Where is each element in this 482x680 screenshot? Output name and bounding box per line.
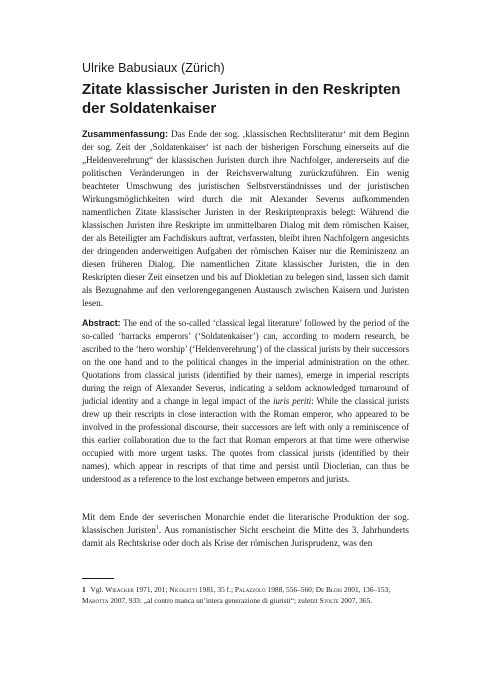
- abstract-german: [82, 128, 409, 310]
- fn-vgl: Vgl.: [90, 585, 104, 594]
- footnote-number: 1: [82, 585, 86, 594]
- abstract-german-label: Zusammenfassung:: [82, 129, 168, 139]
- abstract-english: [82, 317, 409, 486]
- abstract-english-text-1: The end of the so-called ‘classical legal literature’ followed by the period of the so-called ‘barracks emperors’ (‘Soldatenkaiser’) can, according to modern research, be ascribed to the ‘hero worship’ (‘Heldenverehrung’) of the classical jurists by their successors on the one hand and to the political changes in the imperial administration on the other. Quotations from classical jurists (identified by their names), emerge in imperial rescripts during the reign of Alexander Severus, indicating a seldom acknowledged turnaround of judicial identity and a change in legal impact of the: [82, 318, 409, 406]
- fn-author-wieacker: Wieacker: [105, 585, 134, 594]
- fn-author-marotta: Marotta: [82, 596, 109, 605]
- fn-ref-6: 2007, 365.: [340, 596, 373, 605]
- article-title: Zitate klassischer Juristen in den Reskripten der Soldatenkaiser: [82, 81, 401, 117]
- fn-ref-3: 1988, 556–560;: [267, 585, 314, 594]
- footnote-marker[interactable]: 1: [155, 524, 159, 531]
- body-paragraph: [82, 511, 409, 550]
- fn-ref-4: 2001, 136–153;: [343, 585, 391, 594]
- abstract-english-label: Abstract:: [82, 318, 121, 328]
- abstract-english-text-2: : While the classical jurists drew up their rescripts in close interaction with the Roman emperor, who appeared to be involved in the professional discourse, their successors are left with only a reminiscence of this earlier collaboration due to the fact that Roman emperors at that time were otherwise occupied with more urgent tasks. The quotes from classical jurists (identified by their names), which appear in rescripts of that time and persist until Diocletian, can thus be understood as a reference to the lost exchange between emperors and jurists.: [82, 396, 409, 484]
- abstract-english-italic: iuris periti: [273, 396, 312, 406]
- fn-author-palazzolo: Palazzolo: [234, 585, 266, 594]
- abstract-german-text: Das Ende der sog. ‚klassischen Rechtsliteratur‘ mit dem Beginn der sog. Zeit der ‚Soldatenkaiser‘ ist nach der bisherigen Forschung einerseits auf die „Heldenverehrung“ der klassischen Juristen durch ihre Nachfolger, andererseits auf die politischen Veränderungen in der Reichsverwaltung zurückzuführen. Ein wenig beachteter Umschwung des juristischen Selbstverständnisses und der juristischen Wirkungsmöglichkeiten wird durch die mit Alexander Severus aufkommenden namentlichen Zitate klassischer Juristen in der Reskriptenpraxis belegt: Während die klassischen Juristen ihre Reskripte im unmittelbaren Dialog mit dem römischen Kaiser, der als Beteiligter am Fachdiskurs auftrat, verfassten, bleibt ihren Nachfolgern angesichts der dringenden anderweitigen Aufgaben der römischen Kaiser nur die Reminiszenz an diesen früheren Dialog. Die namentlichen Zitate klassischer Juristen, die in den Reskripten dieser Zeit einsetzen und bis auf Diokletian zu belegen sind, lassen sich damit als Bezugnahme auf den verlorengegangenen Austausch zwischen Kaisern und Juristen lesen.: [82, 129, 409, 308]
- body-text-1: Mit dem Ende der severischen Monarchie endet die literarische Produktion der sog. klassischen Juristen: [82, 512, 409, 535]
- footnote: [82, 584, 409, 606]
- author-line: Ulrike Babusiaux (Zürich): [82, 61, 225, 75]
- fn-ref-5: 2007, 933: „al contro manca un’intera generazione di giuristi“; zuletzt: [110, 596, 318, 605]
- footnote-rule: [82, 578, 114, 579]
- fn-author-nicoletti: Nicoletti: [169, 585, 198, 594]
- fn-author-stolte: Stolte: [319, 596, 339, 605]
- fn-ref-1: 1971, 201;: [135, 585, 168, 594]
- fn-ref-2: 1981, 35 f.;: [198, 585, 233, 594]
- body-text-2: . Aus romanistischer Sicht erscheint die Mitte des 3. Jahrhunderts damit als Rechtskrise oder doch als Krise der römischen Jurisprudenz, was den: [82, 525, 409, 548]
- fn-author-deblois: De Blois: [315, 585, 343, 594]
